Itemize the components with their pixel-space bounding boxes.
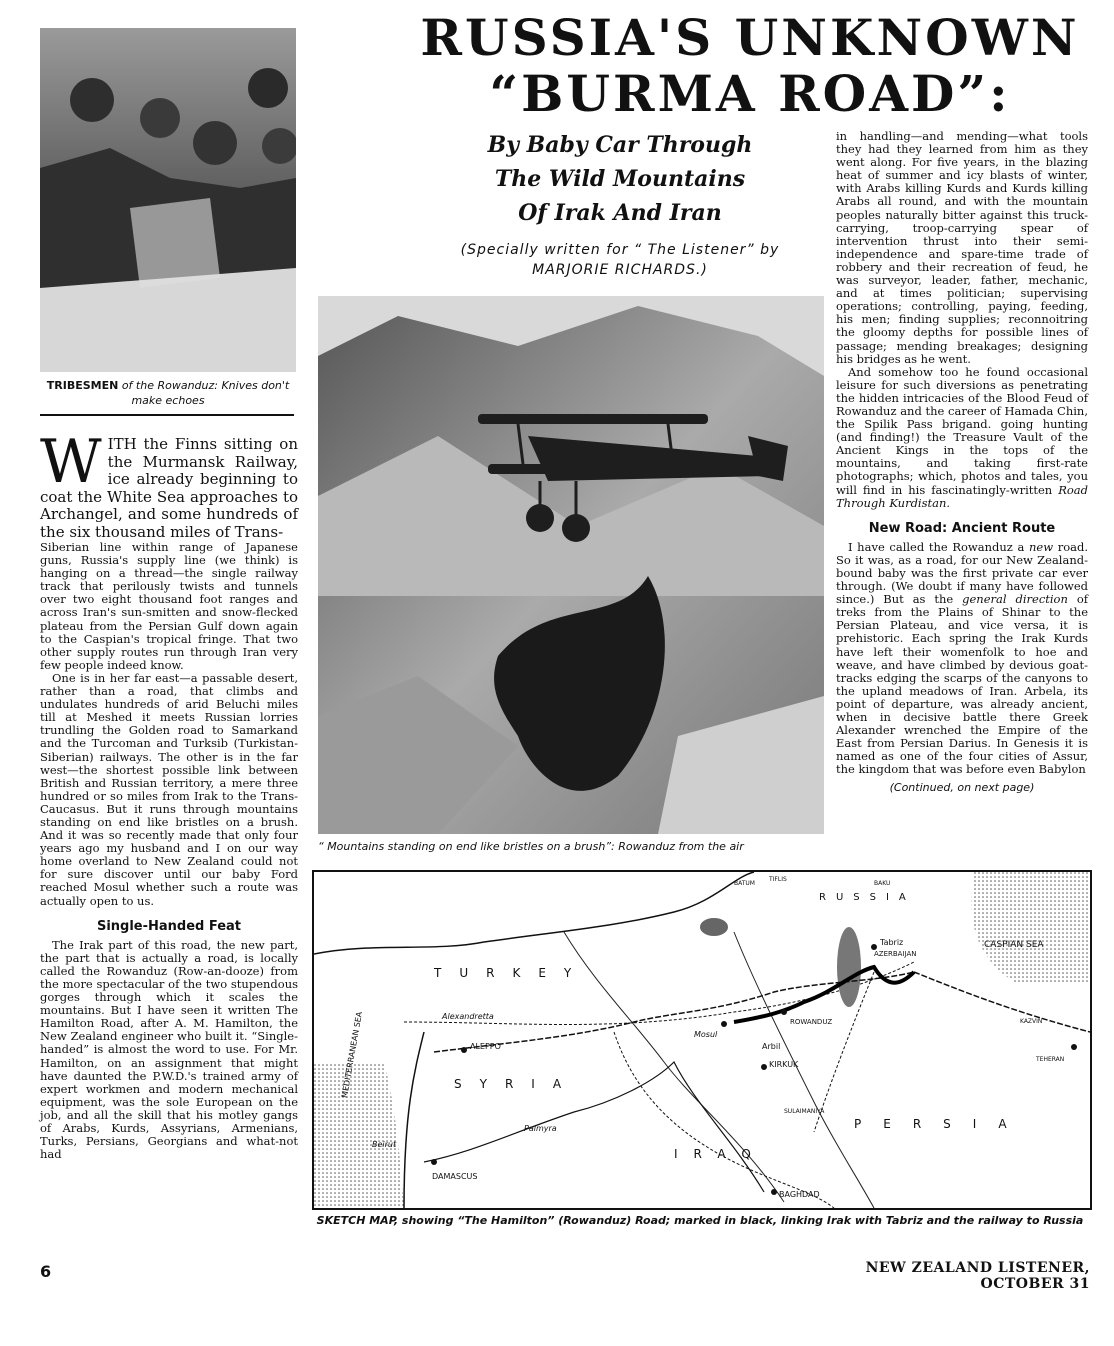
lake-van-shape [700, 918, 728, 936]
map-label-russia: RUSSIA [819, 892, 916, 903]
paragraph-3: The Irak part of this road, the new part, the part that is actually a road, is locally called the Rowanduz (Row-an-dooze) from the more spectacular of the two stupendous gorges through which it scales the mountains. But I have seen it written The Hamilton Road, after A. M. Hamilton, the New Zealand engineer who built it. “Single-handed” is almost the word to use. For Mr. Hamilton, on an assignment that might have daunted the P.W.D.'s trained army of expert workmen and modern mechanical equipment, was the sole European on the job, and all the skill that his motley gangs of Arabs, Kurds, Assyrians, Armenians, Turks, Persians, Georgians and what-not had [40, 937, 298, 1162]
caspian-sea-shape [971, 872, 1090, 982]
map-label-damascus: DAMASCUS [432, 1172, 478, 1181]
map-label-caspian: CASPIAN SEA [984, 940, 1044, 950]
emphasis-new: new [1029, 539, 1054, 554]
headline-line-1: RUSSIA'S UNKNOWN [420, 8, 1080, 67]
byline-author: MARJORIE RICHARDS.) [532, 262, 708, 278]
map-label-syria: SYRIA [454, 1077, 580, 1091]
byline [440, 240, 800, 280]
mediterranean-sea-shape [314, 1062, 404, 1208]
subheadline-line-1: By Baby Car Through [487, 132, 753, 158]
continued-note: (Continued, on next page) [889, 780, 1035, 794]
map-label-sulaimaniya: SULAIMANIYA [784, 1108, 825, 1115]
publication-footer: NEW ZEALAND LISTENER, OCTOBER 31 [865, 1260, 1090, 1292]
subheadline-line-3: Of Irak And Iran [518, 200, 722, 226]
map-label-tehran: TEHERAN [1036, 1056, 1065, 1063]
byline-line-1: (Specially written for “ The Listener” by [460, 242, 780, 258]
map-label-turkey: TURKEY [434, 966, 590, 980]
map-label-baku: BAKU [874, 880, 891, 887]
intro-paragraph [40, 427, 298, 541]
tribesmen-caption-text: of the Rowanduz: Knives don't make echoes [121, 379, 290, 407]
headline-line-2: “BURMA ROAD”: [489, 64, 1011, 123]
tribesmen-caption-lead: TRIBESMEN [46, 379, 119, 392]
mountains-aerial-photo-art [318, 296, 824, 834]
map-label-arbil: Arbil [762, 1042, 781, 1051]
map-label-palmyra: Palmyra [524, 1124, 557, 1133]
map-label-iraq: IRAQ [674, 1147, 767, 1161]
col2-paragraph-3-b: road. So it was, as a road, for our New Zealand-bound baby was the first private car ever through. (We doubt if many have followed since.) But as the [836, 539, 1089, 607]
tribesmen-photo [40, 28, 296, 372]
paragraph-2: One is in her far east—a passable desert, rather than a road, that climbs and undulates hundreds of arid Beluchi miles till at Meshed it meets Russian lorries trundling the Golden road to Samarkand and the Turcoman and Turksib (Turkistan-Siberian) railways. The other is in the far west—the shortest possible link between British and Russian territory, a mere three hundred or so miles from Irak to the Trans-Caucasus. But it runs through mountains standing on end like bristles on a brush. And it was so recently made that only four years ago my husband and I on our way home overland to New Zealand could not for sure discover until our baby Ford reached Mosul whether such a route was actually open to us. [40, 670, 298, 908]
col2-paragraph-3-a: I have called the Rowanduz a [848, 539, 1025, 554]
map-label-persia: PERSIA [854, 1117, 1029, 1131]
drop-cap: W [40, 427, 102, 497]
map-label-mosul: Mosul [694, 1030, 718, 1039]
headline [405, 10, 1095, 122]
tribesmen-photo-art [40, 28, 296, 372]
sketch-map-caption: SKETCH MAP, showing “The Hamilton” (Rowanduz) Road; marked in black, linking Irak with Tabriz and the railway to Russia [316, 1214, 1084, 1227]
map-label-alexandretta: Alexandretta [442, 1012, 494, 1021]
page-number: 6 [40, 1262, 52, 1281]
mountains-aerial-photo [318, 296, 824, 834]
subheadline [440, 128, 800, 230]
article-column-2 [836, 130, 1088, 794]
map-label-kazvin: KAZVIN [1020, 1018, 1043, 1025]
section-heading-single-handed: Single-Handed Feat [96, 918, 242, 934]
map-label-aleppo: ALEPPO [470, 1042, 501, 1051]
map-label-azerbaijan: AZERBAIJAN [874, 950, 917, 958]
map-label-rowanduz: ROWANDUZ [790, 1018, 833, 1026]
col2-paragraph-2 [836, 366, 1088, 510]
map-label-mediterranean: MEDITERRANEAN SEA [340, 1010, 365, 1099]
column-rule [40, 414, 294, 416]
article-column-1 [40, 427, 298, 1162]
intro-text: ITH the Finns sitting on the Murmansk Railway, ice already beginning to coat the White Sea approaches to Archangel, and some hundreds of the six thousand miles of Trans- [40, 435, 298, 541]
map-label-tabriz: Tabriz [880, 938, 904, 947]
map-label-tiflis: TIFLIS [769, 876, 787, 883]
tribesmen-caption [40, 378, 296, 408]
map-label-kirkuk: KIRKUK [769, 1060, 799, 1069]
emphasis-general-direction: general direction [962, 592, 1068, 607]
section-heading-new-road: New Road: Ancient Route [868, 520, 1056, 536]
col2-paragraph-3-c: of treks from the Plains of Shinar to the Persian Plateau, and vice versa, it is prehistoric. Each spring the Irak Kurds have left their womenfolk to hoe and weave, and have climbed by devious goat-tracks edging the scarps of the canyons to the upland meadows of Iran. Arbela, its point of departure, was already ancient, when in decisive battle there Greek Alexander wrenched the Empire of the East from Persian Darius. In Genesis it is named as one of the four cities of Assur, the kingdom that was before even Babylon [836, 592, 1088, 777]
lake-urmia-shape [837, 927, 861, 1007]
map-label-beirut: Beirut [372, 1140, 397, 1149]
col2-paragraph-1: in handling—and mending—what tools they had they learned from him as they went along. For five years, in the blazing heat of summer and icy blasts of winter, with Arabs killing Kurds and Kurds killing Arabs all round, and with the mountain peoples naturally bitter against this truck-carrying, troop-carrying spear of intervention thrust into their semi-independence and spare-time trade of robbery and their recreation of feud, he was surveyor, leader, father, mechanic, and at times politician; supervising operations; controlling, paying, feeding, his men; finding supplies; reconnoitring the gloomy depths for possible lines of passage; mending breakages; designing his bridges as he went. [836, 129, 1088, 366]
map-label-batum: BATUM [734, 880, 755, 887]
paragraph-1-continued: Siberian line within range of Japanese guns, Russia's supply line (we think) is hanging on a thread—the single railway track that perilously twists and tunnels over two eight thousand foot ranges and across Iran's sun-smitten and snow-flecked plateau from the Persian Gulf down again to the Caspian's tropical fringe. That two other supply routes run through Iran very few people indeed know. [40, 540, 298, 672]
book-title: Road Through Kurdistan. [836, 482, 1088, 510]
sketch-map [312, 870, 1092, 1210]
subheadline-line-2: The Wild Mountains [494, 166, 746, 192]
col2-paragraph-2-text: And somehow too he found occasional leisure for such diversions as penetrating the hidden intricacies of the Blood Feud of Rowanduz and the career of Hamada Chin, the Spilik Pass brigand. going hunting (and finding!) the Treasure Vault of the Ancient Kings in the tops of the mountains, and taking first-rate photographs; which, photos and tales, you will find in his fascinatingly-written [836, 364, 1088, 497]
map-label-baghdad: BAGHDAD [779, 1190, 820, 1199]
aerial-photo-caption: “ Mountains standing on end like bristles on a brush”: Rowanduz from the air [318, 840, 744, 853]
col2-paragraph-3 [836, 541, 1088, 777]
